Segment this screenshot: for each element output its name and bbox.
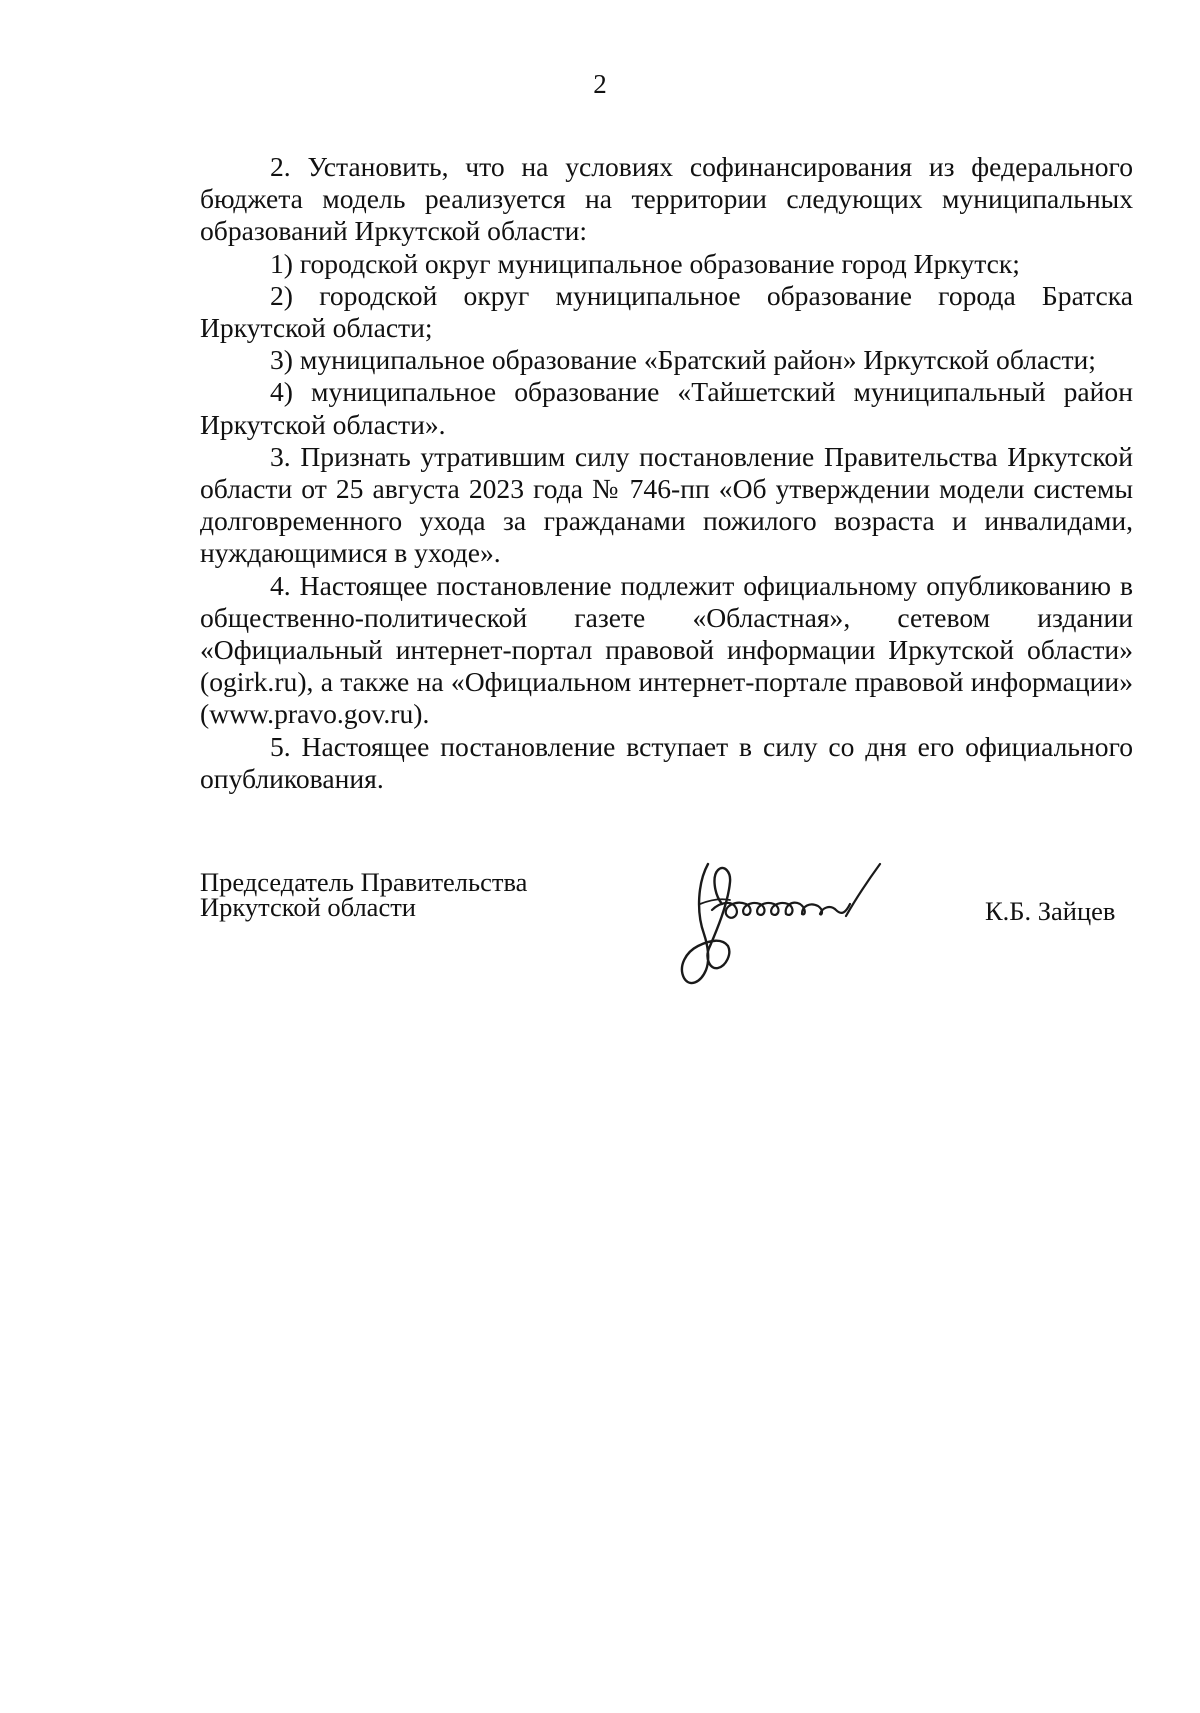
page-number: 2	[593, 69, 607, 99]
list-item-1: 1) городской округ муниципальное образование город Иркутск;	[270, 247, 1020, 279]
handwritten-signature	[670, 842, 930, 1002]
paragraph-item-2: 2. Установить, что на условиях софинансирования из федерального бюджета модель реализуется на территории следующих муниципальных образований Иркутской области:	[200, 151, 1133, 247]
list-item-3: 3) муниципальное образование «Братский район» Иркутской области;	[270, 344, 1096, 376]
paragraph-item-5: 5. Настоящее постановление вступает в силу со дня его официального опубликования.	[200, 730, 1133, 794]
paragraph-item-3: 3. Признать утратившим силу постановление Правительства Иркутской области от 25 августа 2023 года № 746-пп «Об утверждении модели системы долговременного ухода за гражданами пожилого возраста и инвалидами, нуждающимися в уходе».	[200, 440, 1133, 569]
list-item-4: 4) муниципальное образование «Тайшетский муниципальный район Иркутской области».	[200, 376, 1133, 440]
signer-name: К.Б. Зайцев	[985, 896, 1116, 926]
paragraph-item-4: 4. Настоящее постановление подлежит официальному опубликованию в общественно-политической газете «Областная», сетевом издании «Официальный интернет-портал правовой информации Иркутской области» (ogirk.ru), а также на «Официальном интернет-портале правовой информации» (www.pravo.gov.ru).	[200, 569, 1133, 730]
signer-position	[200, 867, 528, 922]
list-item-2: 2) городской округ муниципальное образование города Братска Иркутской области;	[200, 279, 1133, 344]
signer-position-line-2: Иркутской области	[200, 892, 416, 922]
document-body	[200, 151, 1133, 795]
signature-block	[0, 867, 1200, 1000]
signer-position-line-1: Председатель Правительства	[200, 867, 528, 897]
